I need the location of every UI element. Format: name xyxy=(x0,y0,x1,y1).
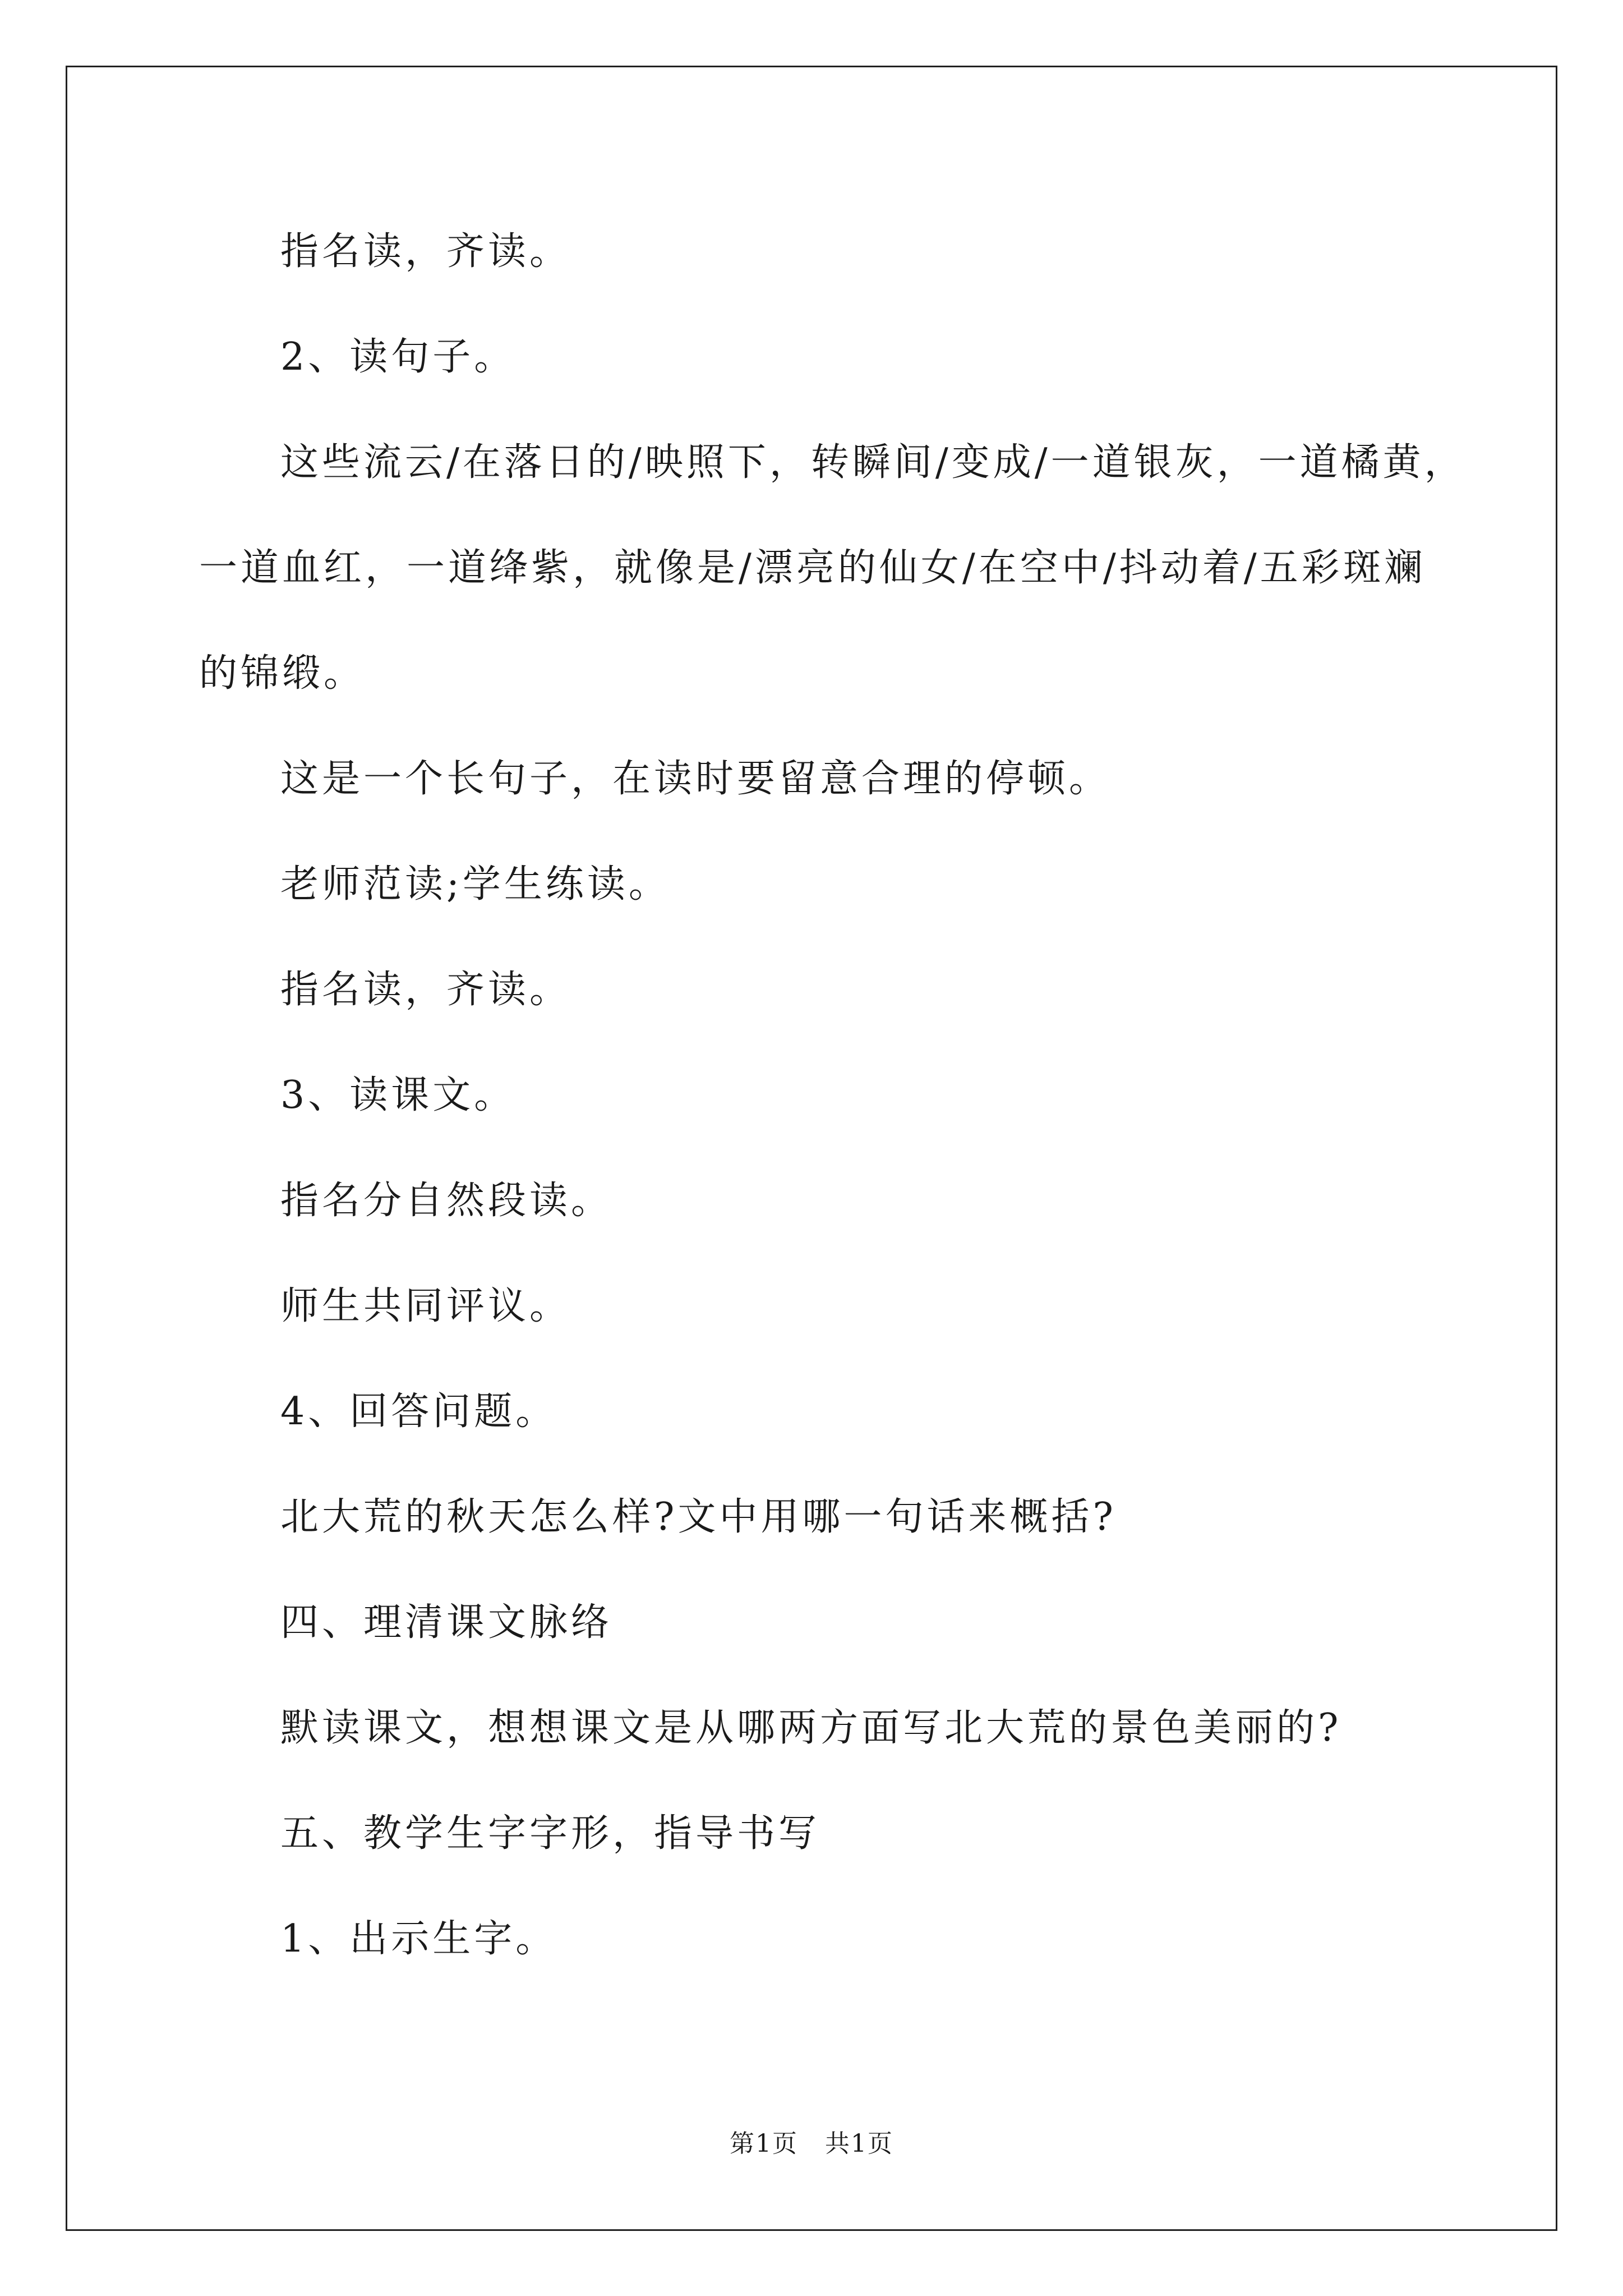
text-line: 老师范读;学生练读。 xyxy=(280,862,670,907)
page-border xyxy=(66,66,1557,2231)
text-line: 这是一个长句子，在读时要留意合理的停顿。 xyxy=(280,757,1111,801)
text-line: 五、教学生字字形，指导书写 xyxy=(280,1811,820,1856)
page-number: 第1页 xyxy=(730,2129,799,2158)
text-line: 一道血红，一道绛紫，就像是/漂亮的仙女/在空中/抖动着/五彩斑斓 xyxy=(199,546,1426,590)
text-line: 3、读课文。 xyxy=(280,1073,516,1117)
text-line: 的锦缎。 xyxy=(199,651,366,696)
text-line: 4、回答问题。 xyxy=(280,1389,557,1434)
text-line: 指名分自然段读。 xyxy=(280,1179,613,1223)
text-line: 指名读，齐读。 xyxy=(280,229,571,274)
text-line: 四、理清课文脉络 xyxy=(280,1600,613,1645)
text-line: 1、出示生字。 xyxy=(280,1917,557,1961)
text-line: 师生共同评议。 xyxy=(280,1284,571,1328)
text-line: 北大荒的秋天怎么样?文中用哪一句话来概括? xyxy=(280,1495,1117,1539)
text-line: 2、读句子。 xyxy=(280,335,516,379)
text-line: 指名读，齐读。 xyxy=(280,968,571,1012)
page-footer xyxy=(0,2129,1623,2158)
page-total: 共1页 xyxy=(824,2129,893,2158)
text-line: 这些流云/在落日的/映照下，转瞬间/变成/一道银灰，一道橘黄， xyxy=(280,440,1466,485)
text-line: 默读课文，想想课文是从哪两方面写北大荒的景色美丽的? xyxy=(280,1706,1342,1750)
